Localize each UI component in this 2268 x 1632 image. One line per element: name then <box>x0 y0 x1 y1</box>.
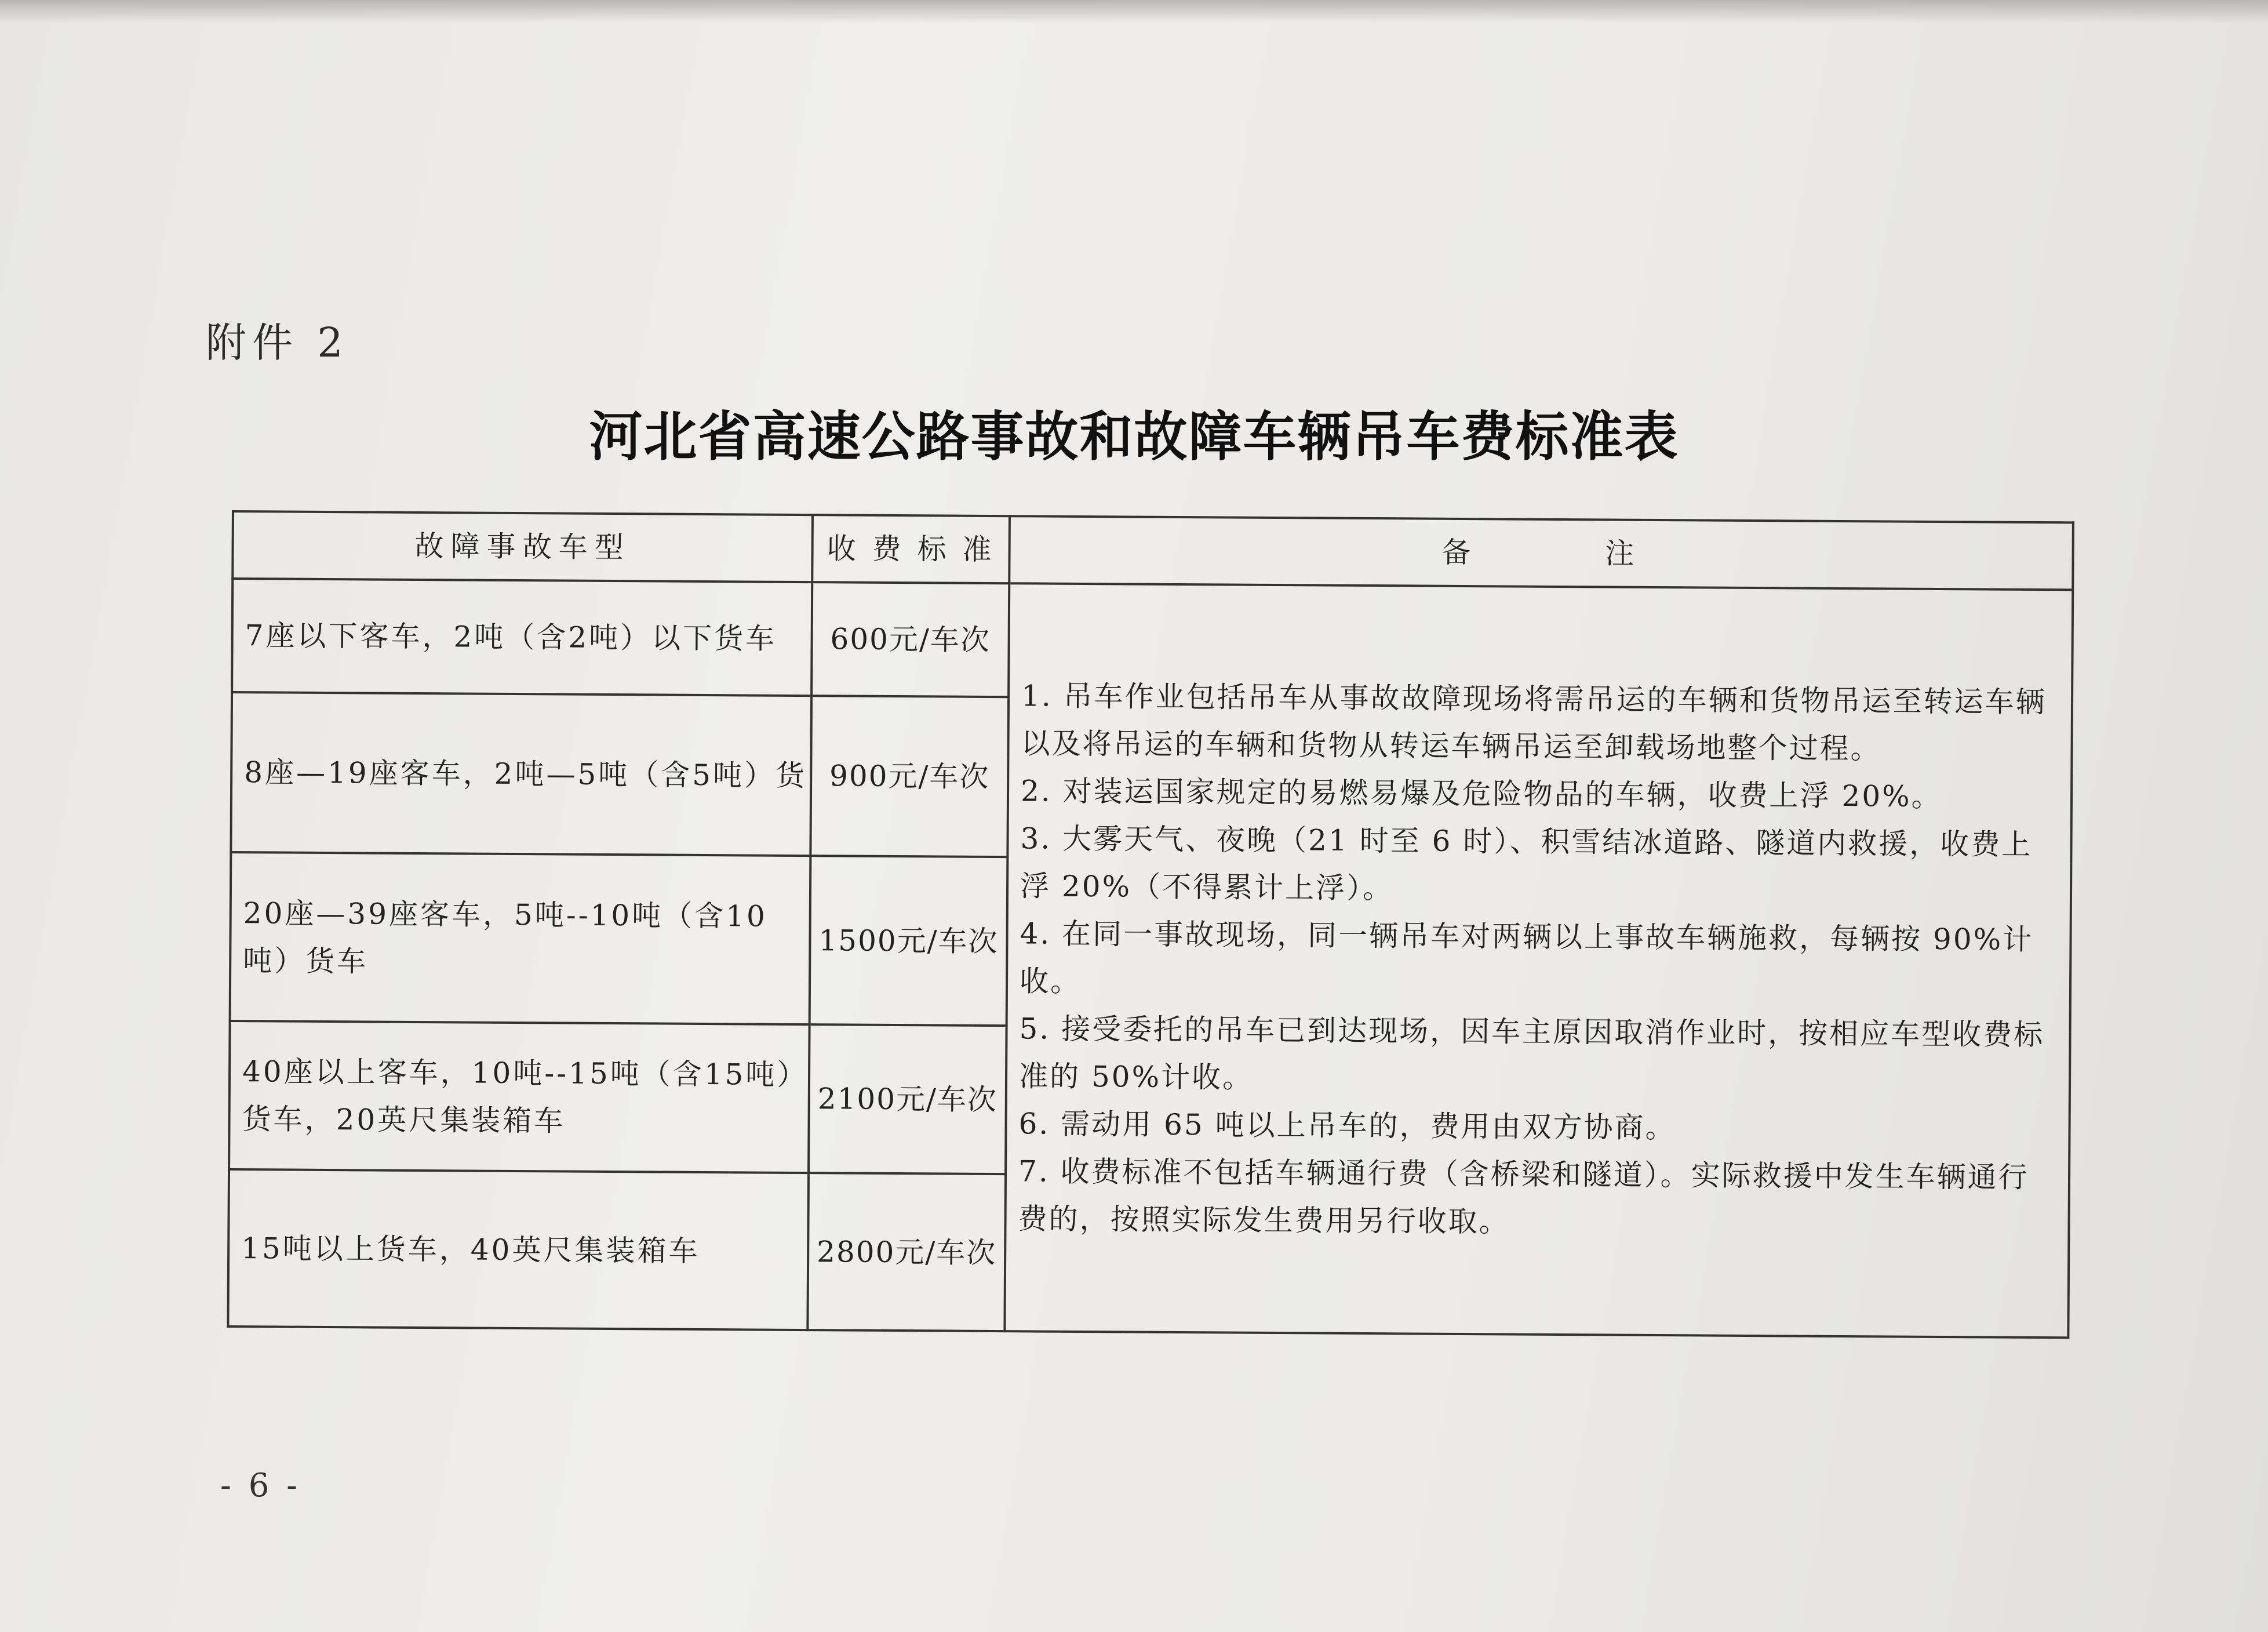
header-notes-left: 备 <box>1441 535 1478 570</box>
note-item: 1. 吊车作业包括吊车从事故故障现场将需吊运的车辆和货物吊运至转运车辆以及将吊运的车辆和货物从转运车辆吊运至卸载场地整个过程。 <box>1021 679 2047 766</box>
document-title: 河北省高速公路事故和故障车辆吊车费标准表 <box>589 405 1679 468</box>
header-notes-right: 注 <box>1604 536 1641 570</box>
fee-cell: 600元/车次 <box>811 582 1009 697</box>
notes-cell <box>1004 583 2073 1337</box>
vehicle-type-cell: 8座—19座客车，2吨—5吨（含5吨）货 <box>231 692 811 856</box>
fee-standard-table <box>227 510 2074 1339</box>
note-item: 6. 需动用 65 吨以上吊车的，费用由双方协商。 <box>1018 1107 1676 1145</box>
fee-cell: 1500元/车次 <box>810 856 1008 1026</box>
table-header-row <box>232 511 2073 590</box>
note-item: 2. 对装运国家规定的易燃易爆及危险物品的车辆，收费上浮 20%。 <box>1020 774 1942 814</box>
note-item: 3. 大雾天气、夜晚（21 时至 6 时）、积雪结冰道路、隧道内救援，收费上浮 20%（不得累计上浮）。 <box>1020 822 2033 906</box>
header-vehicle-type: 故障事故车型 <box>232 511 813 582</box>
fee-cell: 2100元/车次 <box>809 1024 1007 1174</box>
vehicle-type-cell: 7座以下客车，2吨（含2吨）以下货车 <box>232 579 812 696</box>
note-item: 4. 在同一事故现场，同一辆吊车对两辆以上事故车辆施救，每辆按 90%计收。 <box>1019 917 2034 998</box>
note-item: 7. 收费标准不包括车辆通行费（含桥梁和隧道）。实际救援中发生车辆通行费的，按照实际发生费用另行收取。 <box>1018 1154 2029 1239</box>
fee-cell: 2800元/车次 <box>807 1173 1006 1331</box>
vehicle-type-cell: 20座—39座客车，5吨--10吨（含10吨）货车 <box>230 852 811 1024</box>
page-number: - 6 - <box>220 1467 301 1504</box>
header-notes <box>1009 516 2073 590</box>
vehicle-type-cell: 40座以上客车，10吨--15吨（含15吨）货车，20英尺集装箱车 <box>229 1021 810 1173</box>
fee-cell: 900元/车次 <box>810 696 1009 857</box>
paper-top-edge-shadow <box>0 0 2268 23</box>
table-row <box>232 579 2073 703</box>
attachment-label: 附件 2 <box>206 319 349 366</box>
note-item: 5. 接受委托的吊车已到达现场，因车主原因取消作业时，按相应车型收费标准的 50%计收。 <box>1018 1012 2045 1095</box>
vehicle-type-cell: 15吨以上货车，40英尺集装箱车 <box>228 1169 809 1330</box>
header-fee: 收 费 标 准 <box>812 515 1010 583</box>
